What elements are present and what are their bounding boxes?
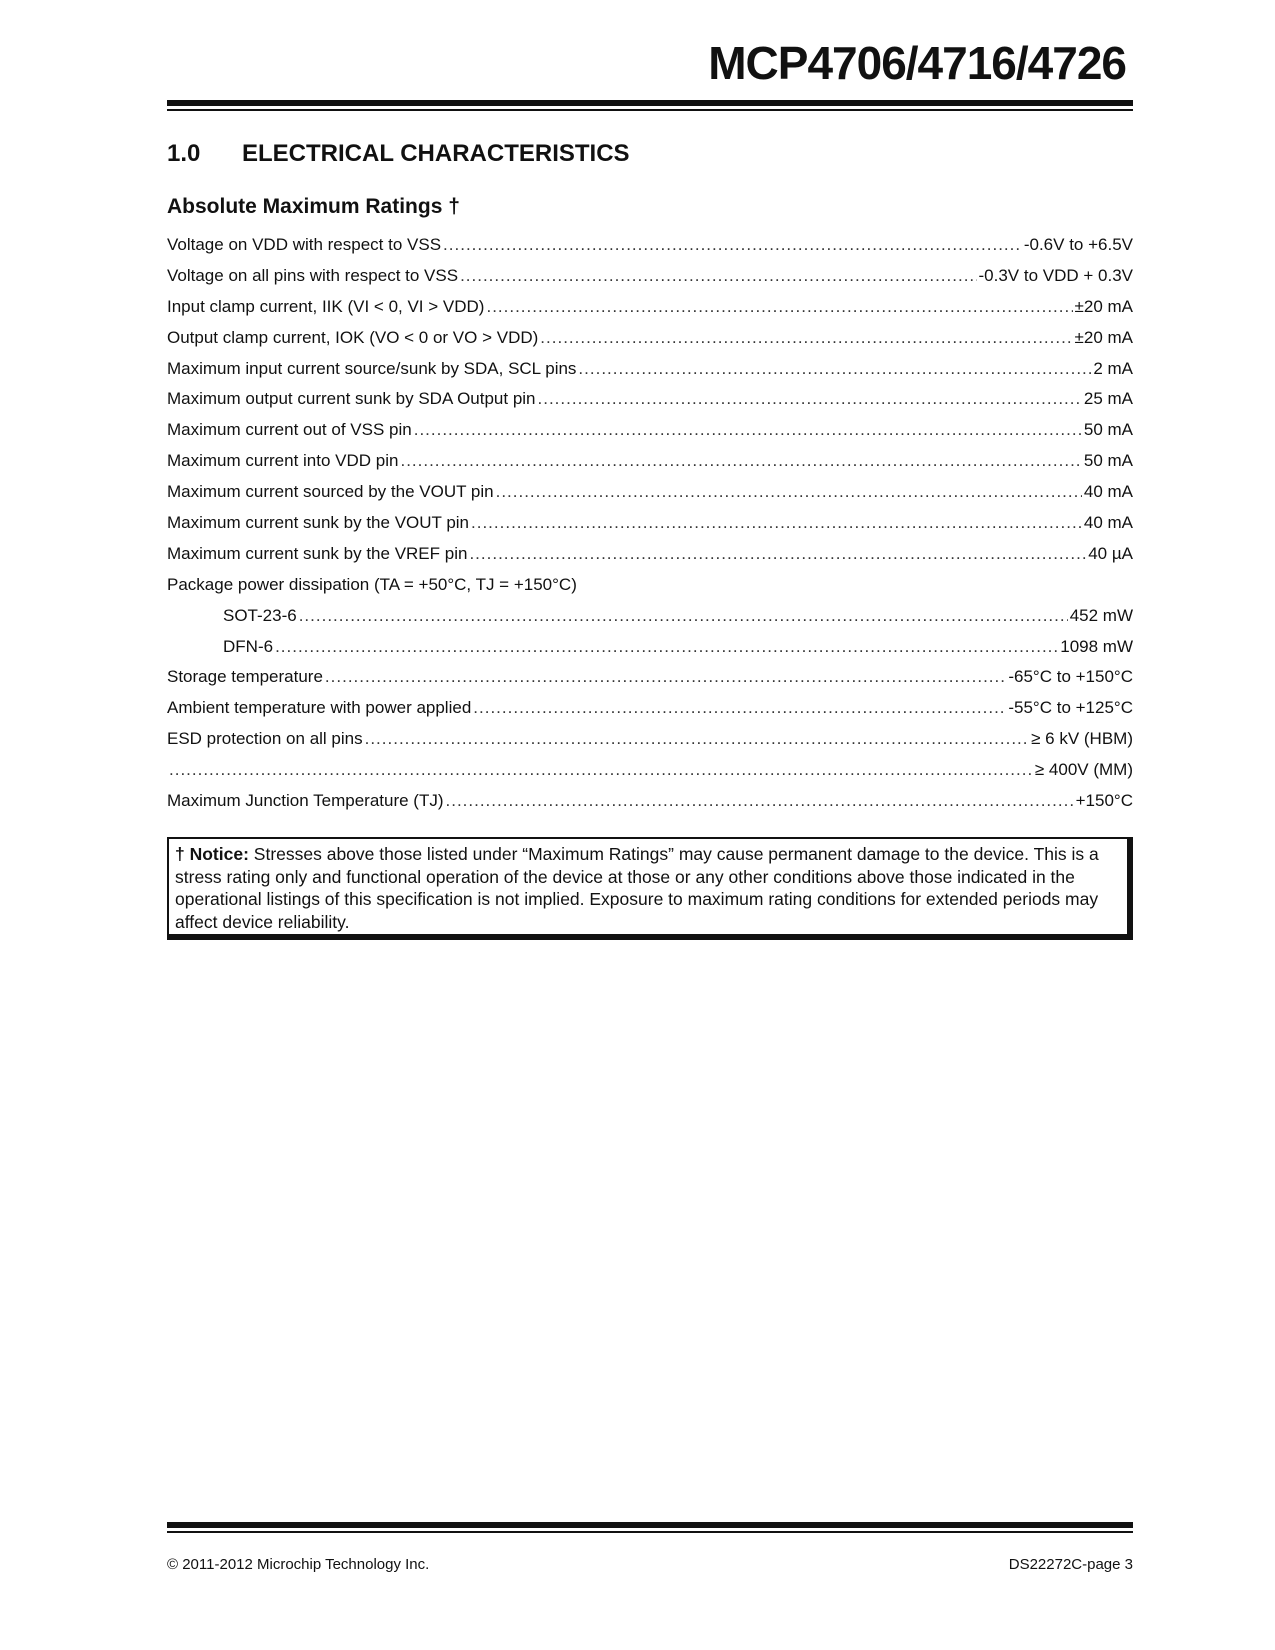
rating-row [167, 667, 1133, 698]
rating-label: Maximum current into VDD pin [167, 451, 399, 471]
rating-row [167, 328, 1133, 359]
ratings-list [167, 235, 1133, 822]
rating-label: Maximum current sourced by the VOUT pin [167, 482, 494, 502]
rating-label: DFN-6 [223, 636, 274, 656]
rating-row [167, 791, 1133, 822]
footer-rule-thick [167, 1522, 1133, 1528]
leader-dots [446, 791, 1074, 811]
document-title: MCP4706/4716/4726 [708, 37, 1126, 89]
notice-text: Stresses above those listed under “Maximum Ratings” may cause permanent damage to the device. This is a stress rating only and functional operation of the device at those or any other conditions above those indicated in the operational listings of this specification is not implied. Exposure to maximum rating conditions for extended periods may affect device reliability. [175, 844, 1099, 932]
header-rule-thick [167, 100, 1133, 106]
rating-label: Maximum current out of VSS pin [167, 420, 412, 440]
rating-row [167, 235, 1133, 266]
rating-value: ±20 mA [1074, 327, 1133, 347]
rating-row-heading [167, 575, 1133, 606]
rating-row [167, 513, 1133, 544]
rating-value: -0.6V to +6.5V [1023, 235, 1133, 254]
rating-value: +150°C [1075, 791, 1133, 811]
rating-row [167, 760, 1133, 791]
leader-dots [486, 297, 1072, 317]
rating-value: ≥ 400V (MM) [1034, 760, 1133, 780]
leader-dots [538, 389, 1082, 409]
rating-row [167, 698, 1133, 729]
leader-dots [469, 544, 1086, 564]
subsection-heading: Absolute Maximum Ratings † [167, 195, 460, 218]
leader-dots [471, 513, 1082, 533]
rating-row [167, 482, 1133, 513]
rating-label: Output clamp current, IOK (VO < 0 or VO > VDD) [167, 327, 539, 347]
leader-dots [460, 266, 976, 286]
rating-label: Maximum current sunk by the VOUT pin [167, 513, 470, 533]
rating-label: Voltage on VDD with respect to VSS [167, 235, 442, 254]
rating-row [167, 266, 1133, 297]
rating-value: ±20 mA [1074, 296, 1133, 316]
rating-label: Package power dissipation (TA = +50°C, TJ = +150°C) [167, 574, 577, 594]
rating-label: Maximum output current sunk by SDA Output pin [167, 389, 536, 409]
leader-dots [414, 420, 1082, 440]
leader-dots [540, 328, 1072, 348]
rating-value: ≥ 6 kV (HBM) [1031, 729, 1133, 749]
rating-label: Storage temperature [167, 667, 323, 687]
rating-label: Maximum input current source/sunk by SDA, SCL pins [167, 358, 577, 378]
rating-row [167, 606, 1133, 637]
leader-dots [443, 235, 1022, 255]
rating-value: 40 mA [1083, 482, 1133, 502]
rating-row [167, 389, 1133, 420]
leader-dots [169, 760, 1033, 780]
leader-dots [299, 606, 1068, 626]
section-heading [167, 140, 630, 168]
rating-label: Input clamp current, IIK (VI < 0, VI > VDD) [167, 296, 485, 316]
leader-dots [275, 637, 1058, 657]
rating-label: SOT-23-6 [223, 605, 297, 625]
notice-box [167, 837, 1133, 940]
leader-dots [325, 667, 1006, 687]
rating-value: 1098 mW [1060, 636, 1133, 656]
rating-value: 452 mW [1069, 605, 1133, 625]
rating-label: ESD protection on all pins [167, 729, 363, 749]
rating-label: Maximum current sunk by the VREF pin [167, 543, 468, 563]
page-footer [167, 1556, 1133, 1573]
rating-row [167, 451, 1133, 482]
rating-row [167, 544, 1133, 575]
rating-value: -65°C to +150°C [1008, 667, 1133, 687]
rating-label: Ambient temperature with power applied [167, 698, 472, 718]
leader-dots [496, 482, 1082, 502]
rating-row [167, 420, 1133, 451]
leader-dots [578, 359, 1091, 379]
rating-value: 40 mA [1083, 513, 1133, 533]
footer-rule-thin [167, 1531, 1133, 1533]
rating-value: 50 mA [1083, 420, 1133, 440]
rating-value: 40 µA [1088, 543, 1133, 563]
leader-dots [473, 698, 1006, 718]
rating-value: -55°C to +125°C [1008, 698, 1133, 718]
section-title: ELECTRICAL CHARACTERISTICS [242, 140, 630, 167]
section-number: 1.0 [167, 140, 201, 167]
rating-value: 25 mA [1083, 389, 1133, 409]
rating-row [167, 297, 1133, 328]
rating-value: 50 mA [1083, 451, 1133, 471]
leader-dots [365, 729, 1029, 749]
leader-dots [400, 451, 1081, 471]
footer-page-number: DS22272C-page 3 [1008, 1556, 1133, 1573]
notice-label: † Notice: [175, 844, 249, 864]
rating-label: Maximum Junction Temperature (TJ) [167, 791, 444, 811]
rating-value: 2 mA [1093, 358, 1133, 378]
rating-row [167, 359, 1133, 390]
header-rule-thin [167, 109, 1133, 111]
rating-row [167, 637, 1133, 668]
footer-copyright: © 2011-2012 Microchip Technology Inc. [167, 1556, 430, 1573]
rating-label: Voltage on all pins with respect to VSS [167, 265, 459, 285]
rating-row [167, 729, 1133, 760]
rating-value: -0.3V to VDD + 0.3V [978, 265, 1133, 285]
